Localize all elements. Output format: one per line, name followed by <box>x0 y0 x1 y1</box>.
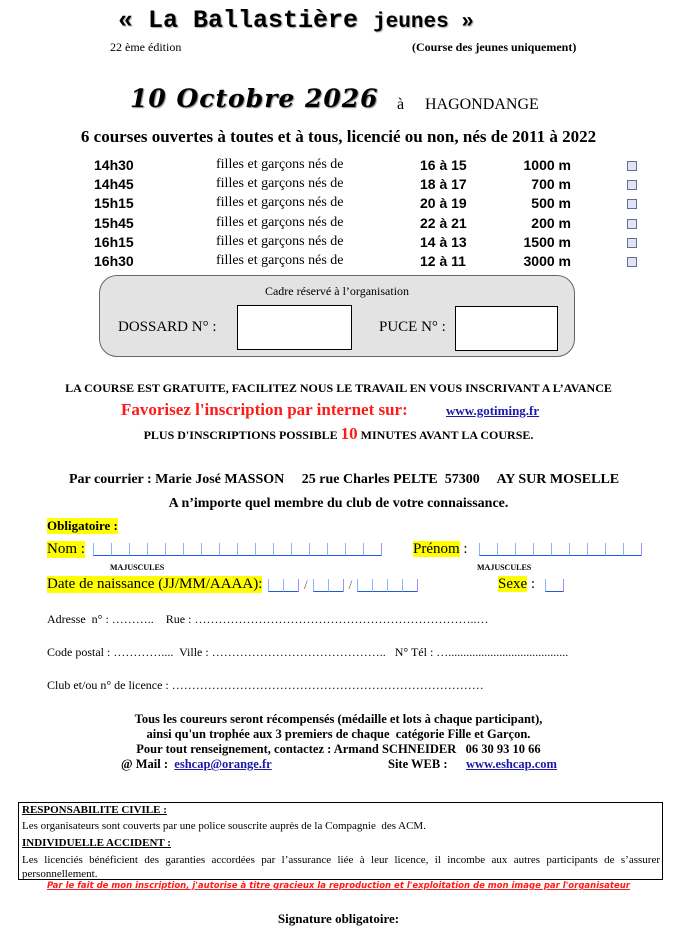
image-consent-notice: Par le fait de mon inscription, j'autorise à titre gracieux la reproduction et l'exploitation de mon image par l'organisateur <box>47 881 630 891</box>
edition-label: 22 ème édition <box>110 40 182 54</box>
open-races-line: 6 courses ouvertes à toutes et à tous, licencié ou non, nés de 2011 à 2022 <box>80 127 597 146</box>
race-distance: 1000 m <box>523 157 571 173</box>
race-time: 14h30 <box>94 157 134 173</box>
awards-line-1: Tous les coureurs seront récompensés (médaille et lots à chaque participant), <box>134 712 543 726</box>
subtitle: (Course des jeunes uniquement) <box>412 40 577 54</box>
race-distance: 1500 m <box>523 234 571 250</box>
deadline-before: PLUS D'INSCRIPTIONS POSSIBLE <box>143 428 338 442</box>
address-field[interactable]: Adresse n° : ……….. Rue : ……………………………………………………………..… <box>47 612 489 626</box>
title-suffix: jeunes » <box>373 11 474 34</box>
letter-cell[interactable] <box>255 543 273 556</box>
dob-field[interactable] <box>268 578 418 592</box>
deadline-minutes: 10 <box>340 424 358 443</box>
letter-cell[interactable] <box>273 543 291 556</box>
free-race-notice: LA COURSE EST GRATUITE, FACILITEZ NOUS LE TRAVAIL EN VOUS INSCRIVANT A L’AVANCE <box>65 381 612 395</box>
dob-separator: / <box>348 577 353 592</box>
letter-cell[interactable] <box>93 543 111 556</box>
dob-label: Date de naissance (JJ/MM/AAAA): <box>47 576 263 592</box>
race-description: filles et garçons nés de <box>216 195 344 210</box>
prenom-field[interactable] <box>479 542 642 556</box>
site-label: Site WEB : <box>388 757 448 771</box>
letter-cell[interactable] <box>147 543 165 556</box>
event-place: HAGONDANGE <box>425 96 539 113</box>
club-licence-field[interactable]: Club et/ou n° de licence : …………………………………………………………………… <box>47 678 484 692</box>
letter-cell[interactable] <box>201 543 219 556</box>
nom-field[interactable] <box>93 542 382 556</box>
letter-cell[interactable] <box>605 543 623 556</box>
race-description: filles et garçons nés de <box>216 176 344 191</box>
dob-day-cells[interactable] <box>268 578 299 592</box>
prenom-label-text: Prénom <box>413 541 460 557</box>
race-checkbox[interactable] <box>627 199 637 209</box>
letter-cell[interactable] <box>497 543 515 556</box>
race-description: filles et garçons nés de <box>216 157 344 172</box>
gotiming-link[interactable]: www.gotiming.fr <box>446 403 540 418</box>
race-ages: 20 à 19 <box>420 195 467 211</box>
race-checkbox[interactable] <box>627 257 637 267</box>
race-checkbox[interactable] <box>627 219 637 229</box>
prenom-label <box>413 541 468 558</box>
deadline-after: MINUTES AVANT LA COURSE. <box>360 428 534 442</box>
letter-cell[interactable] <box>219 543 237 556</box>
prenom-colon: : <box>459 541 468 557</box>
sexe-colon: : <box>527 576 536 592</box>
prenom-majuscules-hint: MAJUSCULES <box>477 563 532 572</box>
accident-text: Les licenciés bénéficient des garanties accordées par l’assurance liée à leur licence, il incombe aux autres participants de s’assurer personnellement. <box>22 854 660 880</box>
letter-cell[interactable] <box>623 543 641 556</box>
nom-label: Nom : <box>47 541 85 557</box>
accident-title: INDIVIDUELLE ACCIDENT : <box>22 837 171 849</box>
postal-city-phone-field[interactable]: Code postal : ………….... Ville : …………………………………….. N° Tél : …........................................ <box>47 645 569 659</box>
sexe-label <box>498 576 535 593</box>
dob-year-cells[interactable] <box>357 578 418 592</box>
email-line <box>121 757 272 772</box>
letter-cell[interactable] <box>533 543 551 556</box>
letter-cell[interactable] <box>515 543 533 556</box>
letter-cell[interactable] <box>363 543 381 556</box>
mandatory-label: Obligatoire : <box>47 518 118 533</box>
letter-cell[interactable] <box>587 543 605 556</box>
dob-month-cells[interactable] <box>313 578 344 592</box>
organisation-box-title: Cadre réservé à l’organisation <box>264 284 410 298</box>
letter-cell[interactable] <box>479 543 497 556</box>
race-checkbox[interactable] <box>627 180 637 190</box>
race-time: 14h45 <box>94 176 134 192</box>
race-ages: 22 à 21 <box>420 215 467 231</box>
letter-cell[interactable] <box>165 543 183 556</box>
letter-cell[interactable] <box>183 543 201 556</box>
race-checkbox[interactable] <box>627 238 637 248</box>
letter-cell[interactable] <box>327 543 345 556</box>
race-ages: 16 à 15 <box>420 157 467 173</box>
letter-cell[interactable] <box>237 543 255 556</box>
form-title <box>118 6 474 35</box>
letter-cell[interactable] <box>569 543 587 556</box>
dossard-label: DOSSARD N° : <box>118 319 217 335</box>
race-distance: 500 m <box>531 195 571 211</box>
sexe-field[interactable] <box>545 578 564 592</box>
race-time: 15h15 <box>94 195 134 211</box>
letter-cell[interactable] <box>551 543 569 556</box>
letter-cell[interactable] <box>309 543 327 556</box>
at-word: à <box>397 96 405 113</box>
email-link[interactable]: eshcap@orange.fr <box>174 757 272 771</box>
postal-registration-line: Par courrier : Marie José MASSON 25 rue Charles PELTE 57300 AY SUR MOSELLE <box>69 472 620 487</box>
deadline-notice <box>0 424 677 444</box>
internet-registration-text: Favorisez l'inscription par internet sur: <box>121 400 408 419</box>
puce-field[interactable] <box>455 306 558 351</box>
letter-cell[interactable] <box>111 543 129 556</box>
site-link[interactable]: www.eshcap.com <box>466 757 557 771</box>
race-time: 16h15 <box>94 234 134 250</box>
letter-cell[interactable] <box>291 543 309 556</box>
race-distance: 200 m <box>531 215 571 231</box>
club-member-line: A n’importe quel membre du club de votre connaissance. <box>168 496 509 511</box>
race-description: filles et garçons nés de <box>216 253 344 268</box>
title-main: « La Ballastière <box>118 6 359 35</box>
contact-line: Pour tout renseignement, contactez : Armand SCHNEIDER 06 30 93 10 66 <box>136 742 541 756</box>
signature-label: Signature obligatoire: <box>277 911 400 926</box>
civil-liability-text: Les organisateurs sont couverts par une police souscrite auprès de la Compagnie des ACM. <box>22 820 426 832</box>
race-ages: 14 à 13 <box>420 234 467 250</box>
race-time: 16h30 <box>94 253 134 269</box>
race-description: filles et garçons nés de <box>216 234 344 249</box>
race-ages: 12 à 11 <box>420 253 466 269</box>
letter-cell[interactable] <box>345 543 363 556</box>
race-ages: 18 à 17 <box>420 176 467 192</box>
race-time: 15h45 <box>94 215 134 231</box>
dob-separator: / <box>304 577 308 592</box>
nom-majuscules-hint: MAJUSCULES <box>110 563 165 572</box>
race-checkbox[interactable] <box>627 161 637 171</box>
sexe-label-text: Sexe <box>498 576 528 592</box>
race-distance: 700 m <box>531 176 571 192</box>
puce-label: PUCE N° : <box>379 319 446 335</box>
civil-liability-title: RESPONSABILITE CIVILE : <box>22 804 167 816</box>
letter-cell[interactable] <box>129 543 147 556</box>
email-label: @ Mail : <box>121 757 175 771</box>
dossard-field[interactable] <box>237 305 352 350</box>
awards-line-2: ainsi qu'un trophée aux 3 premiers de chaque catégorie Fille et Garçon. <box>146 727 531 741</box>
race-description: filles et garçons nés de <box>216 215 344 230</box>
race-distance: 3000 m <box>523 253 571 269</box>
event-date: 10 Octobre 2026 <box>130 84 379 113</box>
